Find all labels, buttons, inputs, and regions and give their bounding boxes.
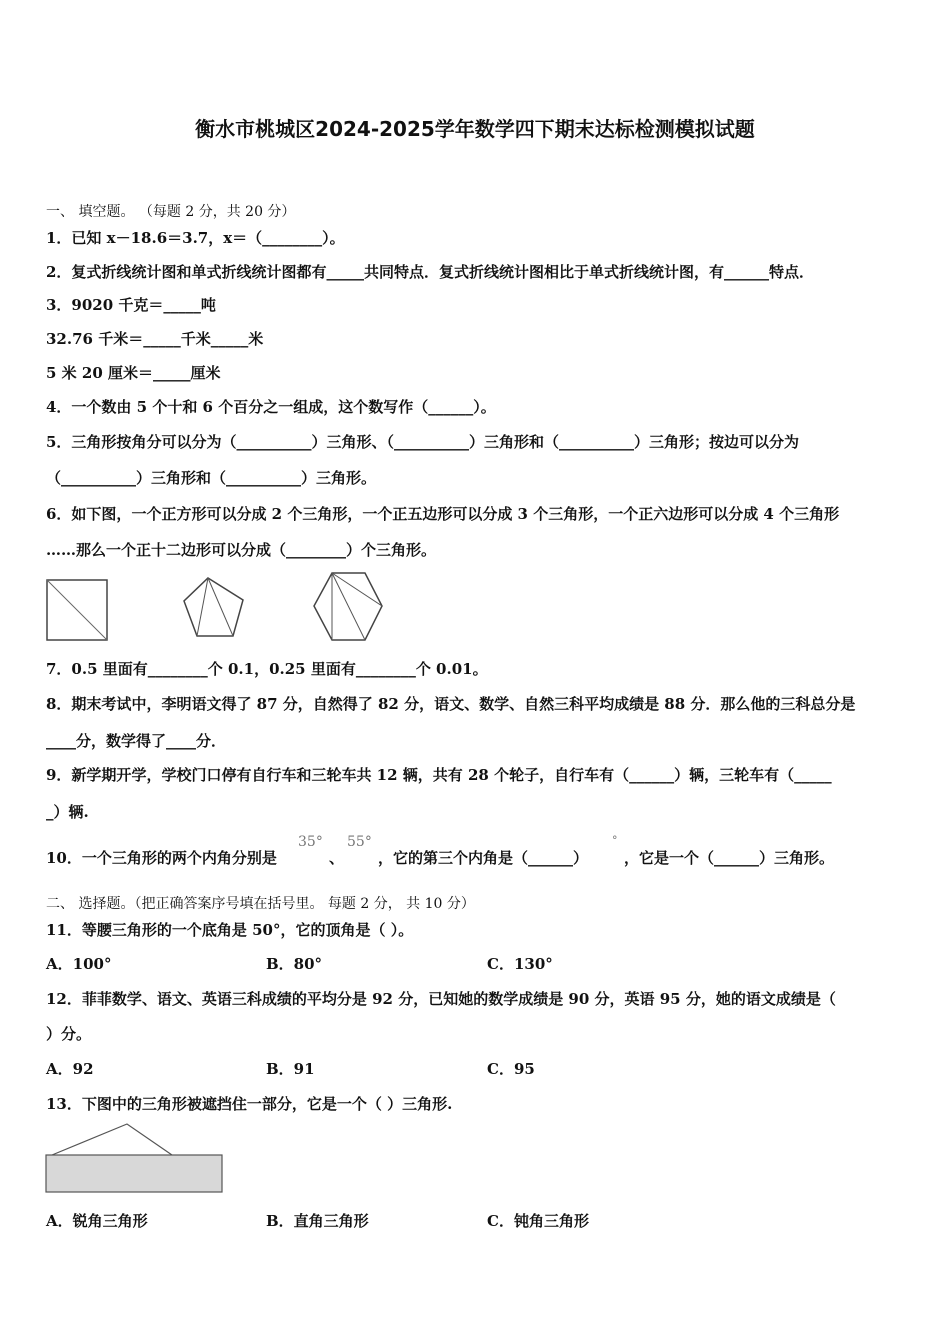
- question-12-line-1: 12．菲菲数学、语文、英语三科成绩的平均分是 92 分，已知她的数学成绩是 90 分，英语 95 分，她的语文成绩是（: [46, 990, 836, 1008]
- question-9-line-2: _）辆.: [46, 803, 89, 821]
- question-3-line-3: 5 米 20 厘米＝_____厘米: [46, 364, 221, 382]
- question-5-line-1: 5．三角形按角分可以分为（__________）三角形、（__________）三角形和（__________）三角形；按边可以分为: [46, 433, 799, 451]
- q11-option-c: C．130°: [487, 955, 553, 973]
- pentagon-divided-figure: [180, 574, 250, 644]
- question-7: 7．0.5 里面有________个 0.1，0.25 里面有________个 0.01。: [46, 660, 488, 678]
- question-3-line-1: 3．9020 千克＝_____吨: [46, 296, 216, 314]
- question-9-line-1: 9．新学期开学，学校门口停有自行车和三轮车共 12 辆，共有 28 个轮子，自行车有（______）辆，三轮车有（_____: [46, 766, 832, 784]
- q13-option-b: B．直角三角形: [266, 1212, 369, 1230]
- question-4: 4．一个数由 5 个十和 6 个百分之一组成，这个数写作（______）。: [46, 398, 496, 416]
- question-8-line-1: 8．期末考试中，李明语文得了 87 分，自然得了 82 分，语文、数学、自然三科平均成绩是 88 分．那么他的三科总分是: [46, 695, 856, 713]
- question-12-line-2: ）分。: [46, 1025, 92, 1043]
- question-10-part-3: ，它是一个（______）三角形。: [624, 849, 835, 867]
- page-title: 衡水市桃城区2024-2025学年数学四下期末达标检测模拟试题: [195, 117, 755, 141]
- q11-option-a: A．100°: [46, 955, 112, 973]
- question-13: 13．下图中的三角形被遮挡住一部分，它是一个（ ）三角形.: [46, 1095, 453, 1113]
- question-10-separator: 、: [329, 849, 345, 867]
- degree-mark: °: [612, 834, 618, 847]
- question-11: 11．等腰三角形的一个底角是 50°，它的顶角是（ ）。: [46, 921, 414, 939]
- question-8-line-2: ____分，数学得了____分．: [46, 732, 227, 750]
- covered-triangle-figure: [44, 1120, 226, 1196]
- question-5-line-2: （__________）三角形和（__________）三角形。: [46, 469, 377, 487]
- section-1-heading: 一、 填空题。 （每题 2 分，共 20 分）: [46, 204, 296, 220]
- question-10-part-1: 10．一个三角形的两个内角分别是: [46, 849, 277, 867]
- q12-option-c: C．95: [487, 1060, 535, 1078]
- section-2-heading: 二、 选择题。（把正确答案序号填在括号里。 每题 2 分， 共 10 分）: [46, 896, 475, 912]
- question-1: 1．已知 x－18.6＝3.7，x＝（________）。: [46, 229, 345, 247]
- hexagon-divided-figure: [310, 570, 386, 644]
- q13-option-c: C．钝角三角形: [487, 1212, 589, 1230]
- angle-35: 35°: [298, 834, 323, 850]
- q11-option-b: B．80°: [266, 955, 323, 973]
- question-2: 2．复式折线统计图和单式折线统计图都有_____共同特点．复式折线统计图相比于单式折线统计图，有______特点．: [46, 263, 814, 281]
- question-3-line-2: 32.76 千米＝_____千米_____米: [46, 330, 264, 348]
- question-10-part-2: ，它的第三个内角是（______）: [378, 849, 589, 867]
- question-6-line-1: 6．如下图，一个正方形可以分成 2 个三角形，一个正五边形可以分成 3 个三角形，一个正六边形可以分成 4 个三角形: [46, 505, 840, 523]
- q12-option-b: B．91: [266, 1060, 315, 1078]
- q13-option-a: A．锐角三角形: [46, 1212, 148, 1230]
- question-6-line-2: ……那么一个正十二边形可以分成（________）个三角形。: [46, 541, 437, 559]
- square-divided-figure: [44, 577, 110, 643]
- angle-55: 55°: [347, 834, 372, 850]
- q12-option-a: A．92: [46, 1060, 94, 1078]
